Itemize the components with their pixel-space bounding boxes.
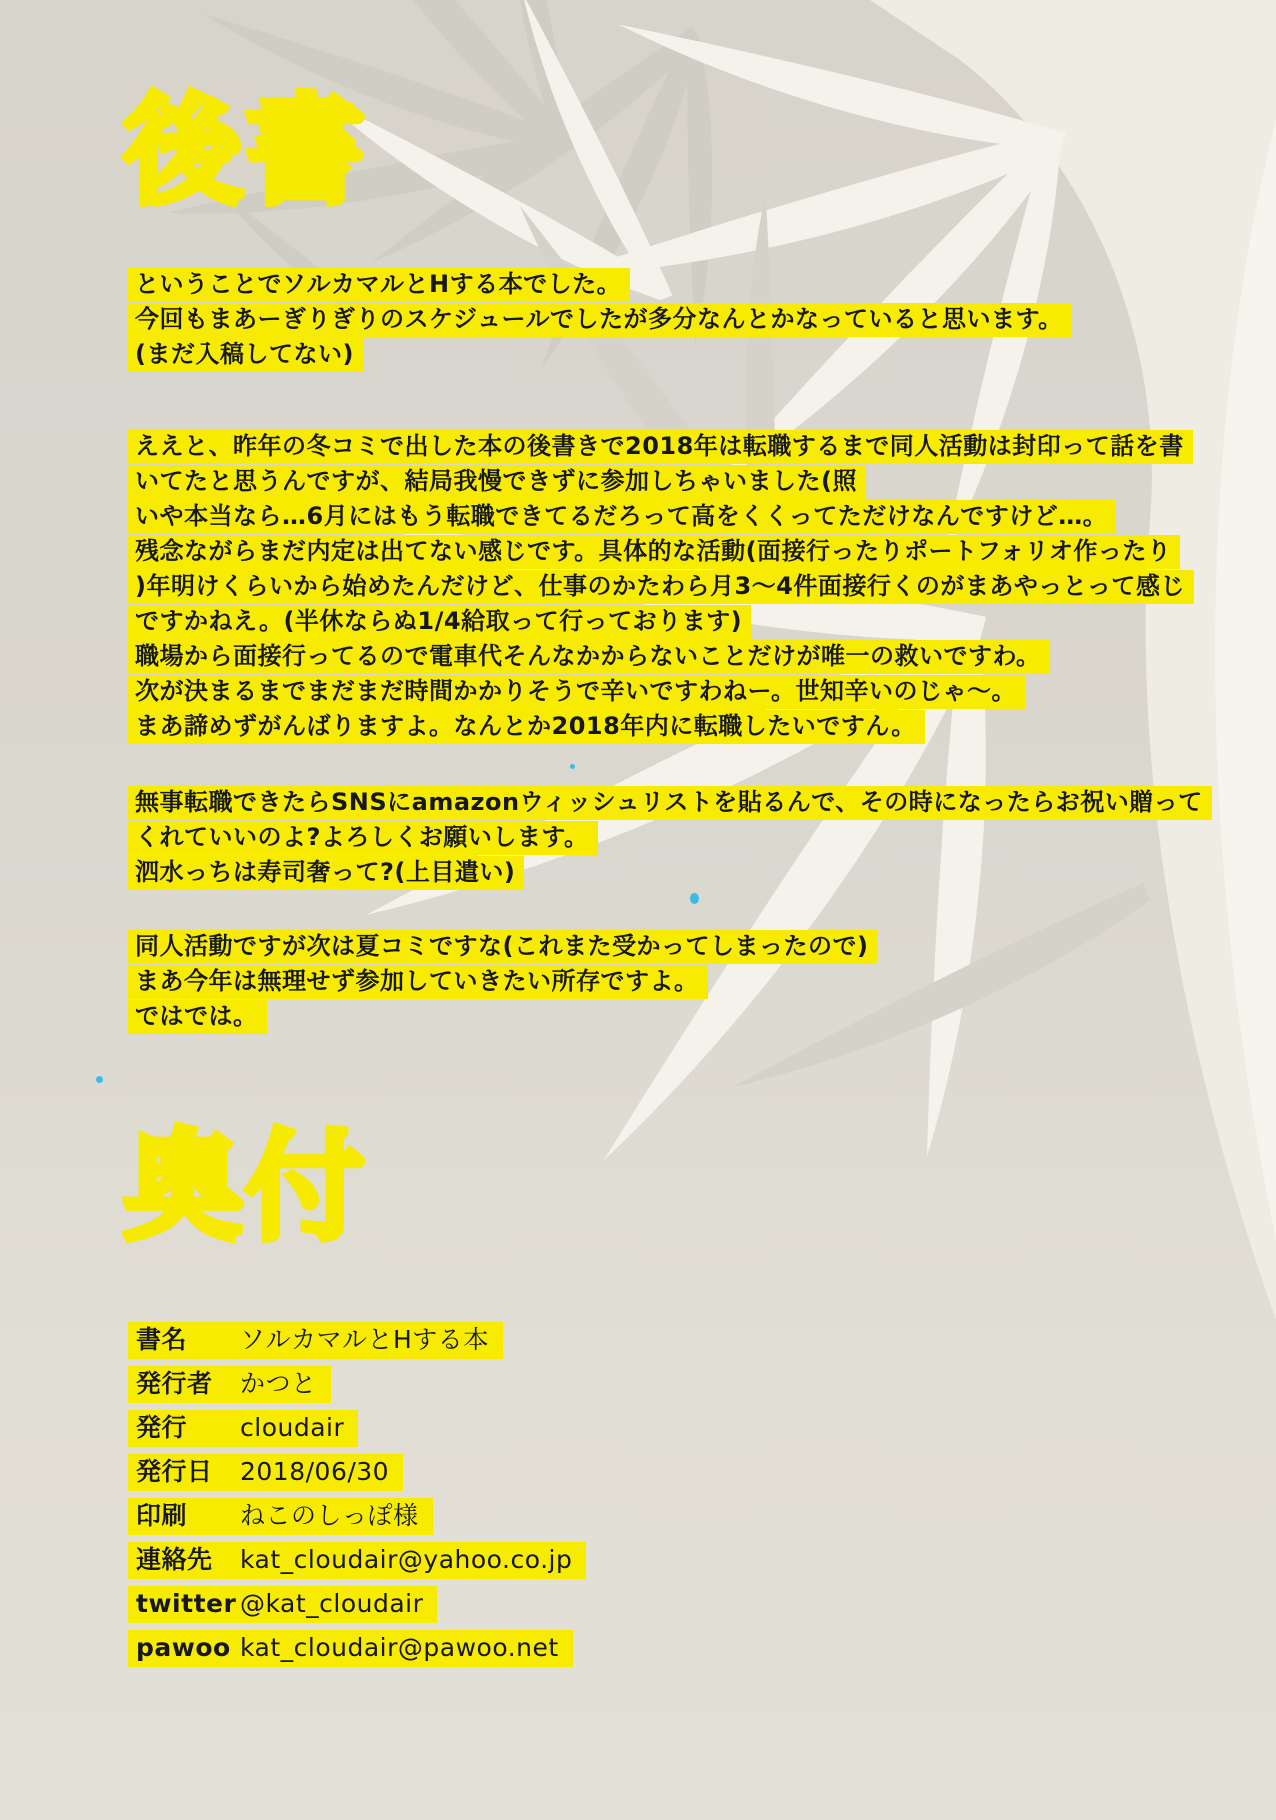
text-line: )年明けくらいから始めたんだけど、仕事のかたわら月3〜4件面接行くのがまあやっとって感じ	[128, 570, 1194, 604]
colophon-value: ソルカマルとHする本	[240, 1325, 489, 1354]
ink-speck	[96, 1076, 103, 1083]
text-line: まあ今年は無理せず参加していきたい所存ですよ。	[128, 965, 708, 999]
text-line: 無事転職できたらSNSにamazonウィッシュリストを貼るんで、その時になったらお祝い贈って	[128, 786, 1212, 820]
colophon-label: 発行者	[136, 1369, 213, 1398]
colophon-row-date	[128, 1454, 403, 1491]
text-line: ではでは。	[128, 1000, 267, 1034]
colophon-row-circle	[128, 1410, 358, 1447]
colophon-row-printer	[128, 1498, 433, 1535]
text-line: ですかねえ。(半休ならぬ1/4給取って行っております)	[128, 605, 751, 639]
ink-speck	[570, 764, 575, 769]
colophon-title: 奥付	[124, 1118, 369, 1256]
colophon-value: cloudair	[240, 1413, 345, 1442]
text-line: いや本当なら…6月にはもう転職できてるだろって高をくくってただけなんですけど…。	[128, 500, 1116, 534]
colophon-label: 連絡先	[136, 1545, 213, 1574]
afterword-paragraph-1	[128, 268, 1188, 373]
text-line: (まだ入稿してない)	[128, 338, 363, 372]
colophon-row-twitter	[128, 1586, 437, 1623]
text-line: いてたと思うんですが、結局我慢できずに参加しちゃいました(照	[128, 465, 866, 499]
colophon-row-title	[128, 1322, 503, 1359]
text-line: 職場から面接行ってるので電車代そんなかからないことだけが唯一の救いですわ。	[128, 640, 1050, 674]
text-line: 今回もまあーぎりぎりのスケジュールでしたが多分なんとかなっていると思います。	[128, 303, 1072, 337]
colophon-value: ねこのしっぽ様	[240, 1501, 419, 1530]
colophon-value: かつと	[240, 1369, 317, 1398]
text-line: まあ諦めずがんばりますよ。なんとか2018年内に転職したいですん。	[128, 710, 925, 744]
colophon-label: twitter	[136, 1589, 237, 1618]
colophon-row-pawoo	[128, 1630, 573, 1667]
text-line: 残念ながらまだ内定は出てない感じです。具体的な活動(面接行ったりポートフォリオ作ったり	[128, 535, 1180, 569]
afterword-paragraph-3	[128, 786, 1203, 891]
text-line: 同人活動ですが次は夏コミですな(これまた受かってしまったので)	[128, 930, 877, 964]
ink-speck	[690, 893, 699, 904]
colophon-value: kat_cloudair@pawoo.net	[240, 1633, 559, 1662]
colophon-row-contact	[128, 1542, 586, 1579]
colophon-value: 2018/06/30	[240, 1457, 390, 1486]
text-line: 次が決まるまでまだまだ時間かかりそうで辛いですわねー。世知辛いのじゃ〜。	[128, 675, 1025, 709]
colophon-label: 印刷	[136, 1501, 188, 1530]
afterword-paragraph-4	[128, 930, 1188, 1035]
colophon-label: 書名	[136, 1325, 188, 1354]
colophon-label: pawoo	[136, 1633, 231, 1662]
text-line: 泗水っちは寿司奢って?(上目遣い)	[128, 856, 524, 890]
text-line: ええと、昨年の冬コミで出した本の後書きで2018年は転職するまで同人活動は封印って話を書	[128, 430, 1193, 464]
colophon-row-author	[128, 1366, 331, 1403]
colophon-value: kat_cloudair@yahoo.co.jp	[240, 1545, 573, 1574]
afterword-title: 後書	[124, 82, 369, 220]
colophon-value: @kat_cloudair	[240, 1589, 424, 1618]
colophon-label: 発行	[136, 1413, 188, 1442]
colophon-label: 発行日	[136, 1457, 213, 1486]
text-line: ということでソルカマルとHする本でした。	[128, 268, 630, 302]
afterword-paragraph-2	[128, 430, 1188, 745]
text-line: くれていいのよ?よろしくお願いします。	[128, 821, 598, 855]
